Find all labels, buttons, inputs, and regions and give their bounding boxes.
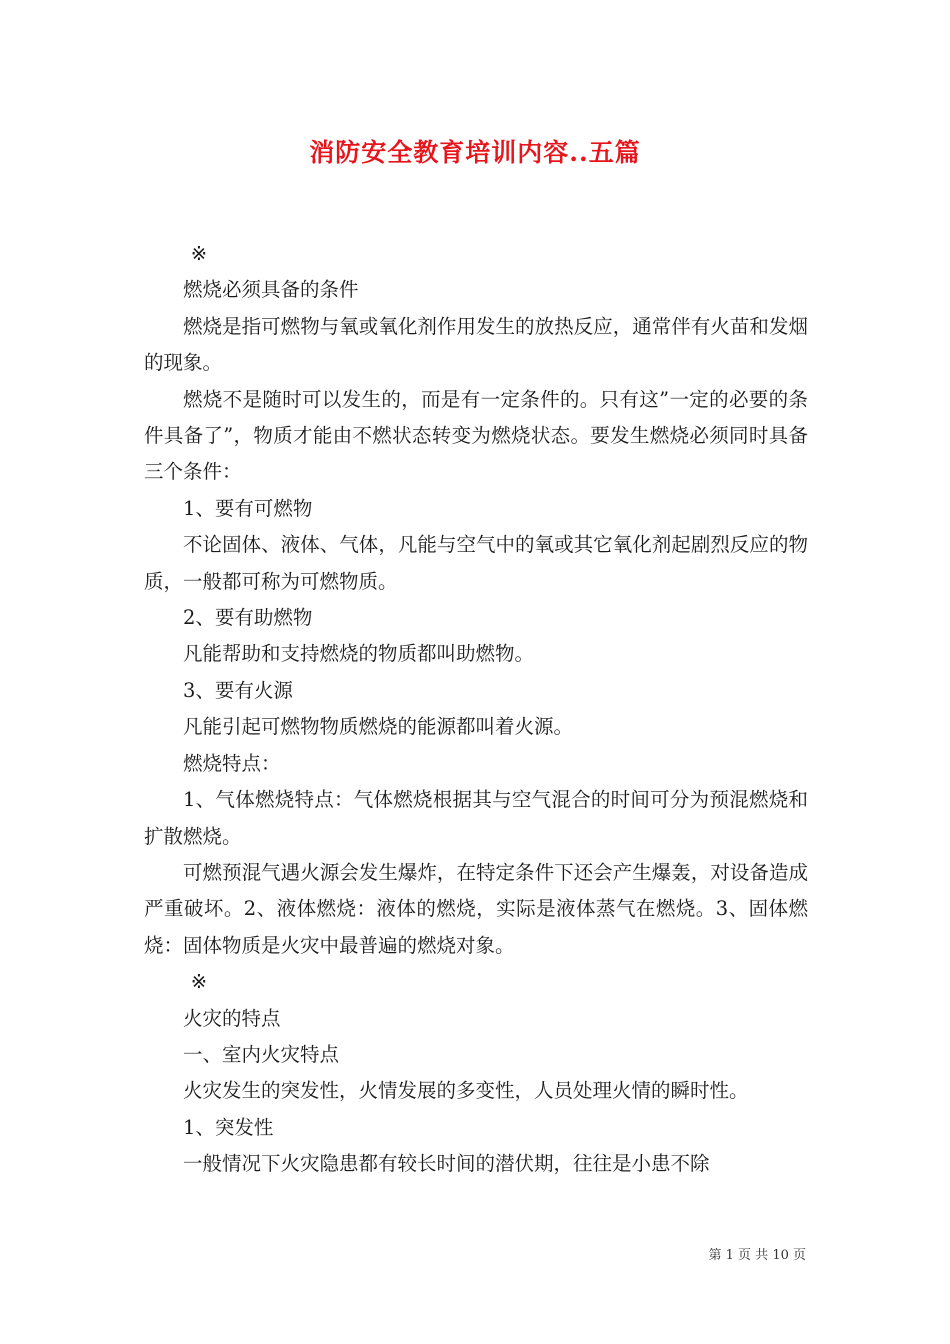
paragraph: 1、气体燃烧特点：气体燃烧根据其与空气混合的时间可分为预混燃烧和扩散燃烧。 <box>144 788 808 848</box>
paragraph: 可燃预混气遇火源会发生爆炸，在特定条件下还会产生爆轰，对设备造成严重破坏。2、液体燃烧：液体的燃烧，实际是液体蒸气在燃烧。3、固体燃烧：固体物质是火灾中最普遍的燃烧对象。 <box>144 860 808 957</box>
document-body <box>144 236 808 1183</box>
heading-fire-features: 火灾的特点 <box>183 1006 281 1030</box>
list-item-suddenness: 1、突发性 <box>183 1115 274 1139</box>
section-marker: ※ <box>190 242 208 265</box>
heading-combustion-conditions: 燃烧必须具备的条件 <box>183 278 359 302</box>
paragraph: 不论固体、液体、气体，凡能与空气中的氧或其它氧化剂起剧烈反应的物质，一般都可称为可燃物质。 <box>144 533 808 593</box>
list-item-oxidizer: 2、要有助燃物 <box>183 606 313 630</box>
list-item-combustible: 1、要有可燃物 <box>183 496 313 520</box>
paragraph: 凡能帮助和支持燃烧的物质都叫助燃物。 <box>183 642 535 666</box>
document-title: 消防安全教育培训内容..五篇 <box>309 138 641 167</box>
paragraph: 燃烧不是随时可以发生的，而是有一定条件的。只有这”一定的必要的条件具备了”，物质才能由不燃状态转变为燃烧状态。要发生燃烧必须同时具备三个条件： <box>144 387 808 484</box>
page-number: 第 1 页 共 10 页 <box>708 1248 806 1263</box>
section-marker: ※ <box>190 970 208 994</box>
list-item-ignition: 3、要有火源 <box>183 678 293 702</box>
paragraph: 火灾发生的突发性，火情发展的多变性，人员处理火情的瞬时性。 <box>183 1079 749 1103</box>
paragraph: 凡能引起可燃物物质燃烧的能源都叫着火源。 <box>183 715 574 739</box>
paragraph: 燃烧是指可燃物与氧或氧化剂作用发生的放热反应，通常伴有火苗和发烟的现象。 <box>144 314 808 375</box>
heading-indoor-fire: 一、室内火灾特点 <box>183 1042 340 1066</box>
heading-combustion-features: 燃烧特点： <box>183 751 281 775</box>
paragraph: 一般情况下火灾隐患都有较长时间的潜伏期，往往是小患不除 <box>183 1152 710 1176</box>
